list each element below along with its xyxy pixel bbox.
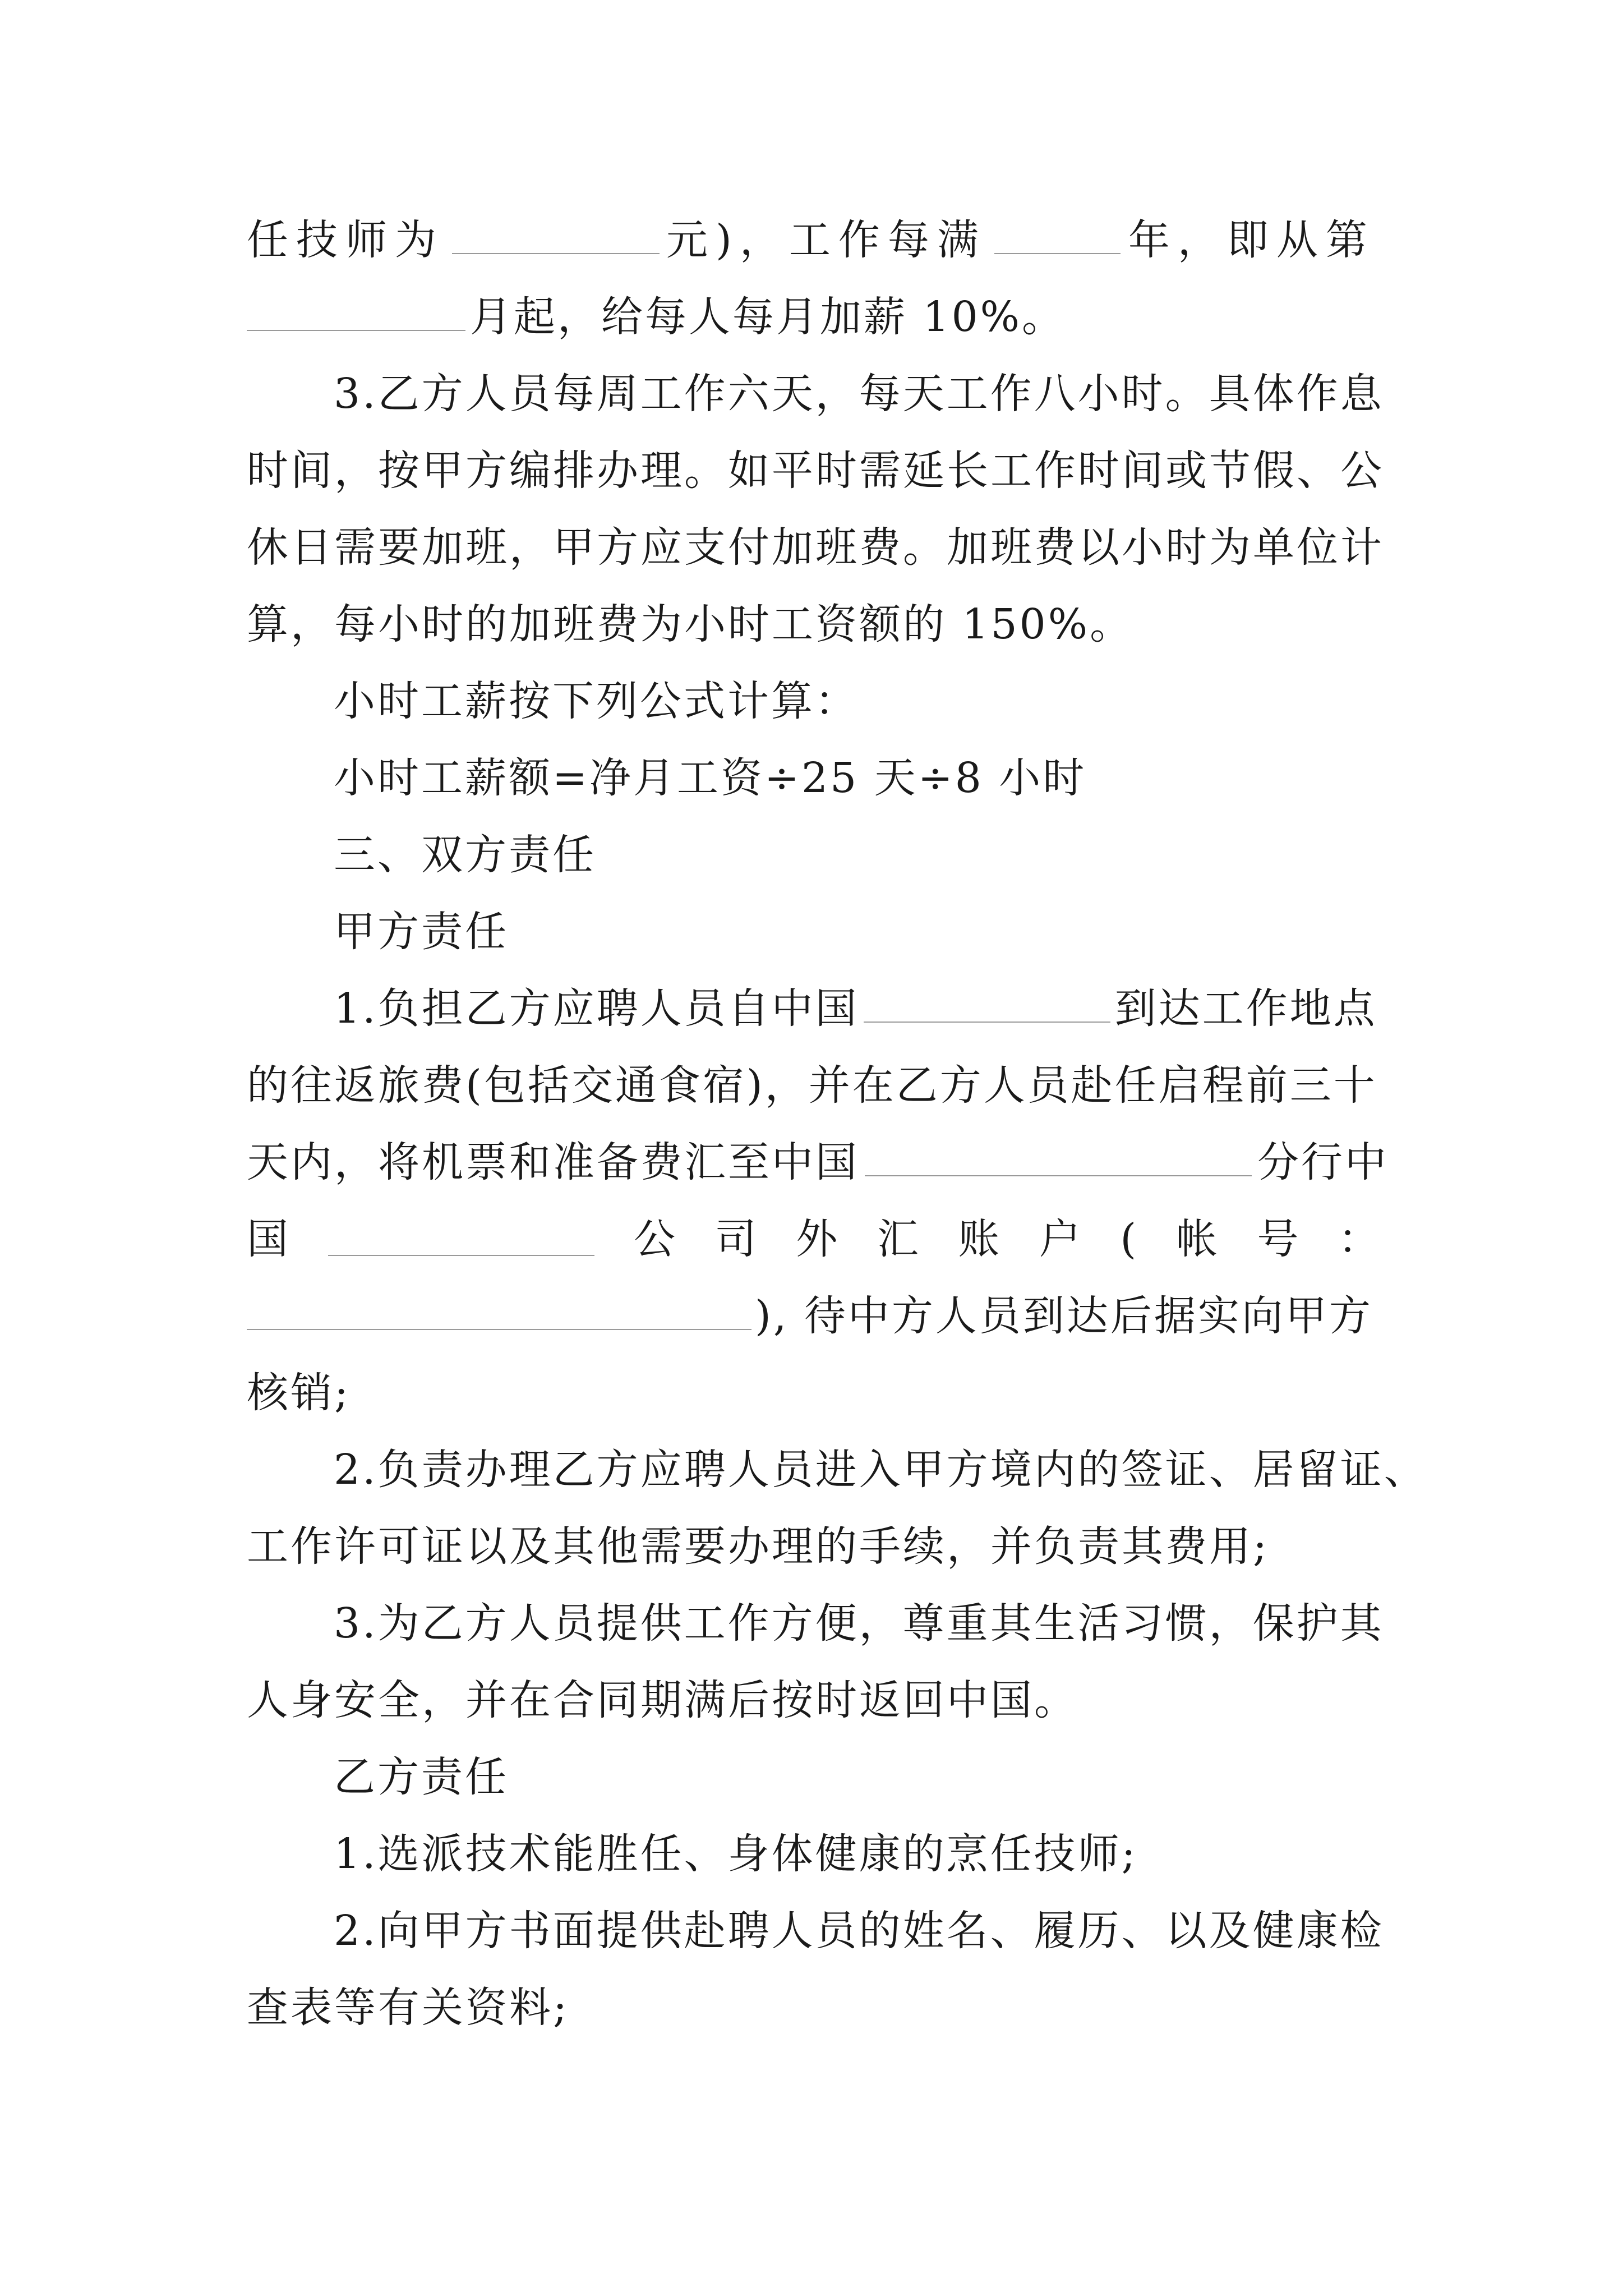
fill-in-blank [328, 1253, 594, 1256]
text-segment: 分行中 [1257, 1138, 1389, 1186]
subheading-party-a [247, 894, 1380, 970]
fill-in-blank [994, 251, 1121, 254]
text-segment: 小时工薪额=净月工资÷25 天÷8 小时 [334, 754, 1087, 802]
text-segment: ( [1120, 1215, 1137, 1263]
text-segment: 司 [714, 1215, 757, 1263]
text-segment: 帐 [1175, 1215, 1218, 1263]
fill-in-blank [865, 1173, 1252, 1176]
text-segment: 的往返旅费(包括交通食宿)，并在乙方人员赴任启程前三十 [247, 1061, 1377, 1110]
text-segment: 天内，将机票和准备费汇至中国 [247, 1138, 859, 1186]
section-heading-responsibilities [247, 817, 1380, 894]
text-segment: 月起，给每人每月加薪 10%。 [470, 293, 1066, 341]
heading-text: 三、双方责任 [334, 831, 596, 879]
party-a-item-3-line-2 [247, 1662, 1380, 1739]
fill-in-blank [864, 1019, 1110, 1023]
document-page [247, 202, 1428, 2046]
paragraph-3-line-3 [247, 509, 1384, 586]
text-segment: 2.向甲方书面提供赴聘人员的姓名、履历、以及健康检 [334, 1907, 1384, 1955]
party-a-item-1-line-5 [247, 1278, 1380, 1355]
text-segment: 小时工薪按下列公式计算： [334, 677, 859, 725]
party-a-item-1-line-6 [247, 1355, 1380, 1432]
party-a-item-2-line-2 [247, 1508, 1380, 1585]
paragraph-salary-line-1 [247, 202, 1380, 279]
text-segment: 时间，按甲方编排办理。如平时需延长工作时间或节假、公 [247, 447, 1384, 495]
text-segment: 查表等有关资料; [247, 1984, 569, 2032]
text-segment: 1.负担乙方应聘人员自中国 [334, 984, 859, 1033]
party-a-item-2-line-1 [247, 1432, 1428, 1508]
party-a-item-1-line-2 [247, 1047, 1380, 1124]
text-segment: 3.乙方人员每周工作六天，每天工作八小时。具体作息 [334, 370, 1384, 418]
paragraph-3-line-2 [247, 432, 1384, 509]
text-segment: 到达工作地点 [1114, 984, 1377, 1033]
text-segment: ： [1338, 1215, 1380, 1263]
paragraph-formula [247, 740, 1380, 817]
party-b-item-1 [247, 1816, 1380, 1893]
fill-in-blank [247, 328, 465, 331]
party-a-item-1-line-1 [247, 970, 1380, 1047]
text-segment: 人身安全，并在合同期满后按时返回中国。 [247, 1676, 1078, 1724]
text-segment: 汇 [877, 1215, 919, 1263]
party-a-item-1-line-4 [247, 1201, 1380, 1278]
text-segment: 公 [634, 1215, 676, 1263]
party-b-item-2-line-1 [247, 1893, 1384, 1970]
text-segment: 元)，工作每满 [666, 216, 986, 264]
text-segment: 3.为乙方人员提供工作方便，尊重其生活习惯，保护其 [334, 1599, 1384, 1648]
text-segment: 账 [958, 1215, 1000, 1263]
text-segment: 休日需要加班，甲方应支付加班费。加班费以小时为单位计 [247, 523, 1384, 572]
text-segment: 核销; [247, 1369, 351, 1417]
text-segment: 1.选派技术能胜任、身体健康的烹任技师; [334, 1830, 1138, 1878]
paragraph-hourly-wage [247, 663, 1380, 740]
text-segment: 外 [796, 1215, 838, 1263]
paragraph-3-line-1 [247, 356, 1384, 432]
text-segment: ), 待中方人员到达后据实向甲方 [755, 1292, 1373, 1340]
paragraph-salary-line-2 [247, 279, 1380, 356]
text-segment: 国 [247, 1215, 288, 1263]
party-b-item-2-line-2 [247, 1970, 1380, 2046]
heading-text: 甲方责任 [334, 908, 509, 956]
text-segment: 工作许可证以及其他需要办理的手续，并负责其费用; [247, 1522, 1269, 1571]
text-segment: 年，即从第 [1128, 216, 1375, 264]
text-segment: 2.负责办理乙方应聘人员进入甲方境内的签证、居留证、 [334, 1446, 1428, 1494]
fill-in-blank [452, 251, 660, 254]
fill-in-blank [247, 1327, 751, 1330]
paragraph-3-line-4 [247, 586, 1380, 663]
text-segment: 号 [1257, 1215, 1299, 1263]
party-a-item-3-line-1 [247, 1585, 1384, 1662]
party-a-item-1-line-3 [247, 1124, 1389, 1201]
text-segment: 算，每小时的加班费为小时工资额的 150%。 [247, 600, 1134, 648]
subheading-party-b [247, 1739, 1380, 1816]
heading-text: 乙方责任 [334, 1753, 509, 1801]
text-segment: 任技师为 [247, 216, 444, 264]
text-segment: 户 [1039, 1215, 1081, 1263]
